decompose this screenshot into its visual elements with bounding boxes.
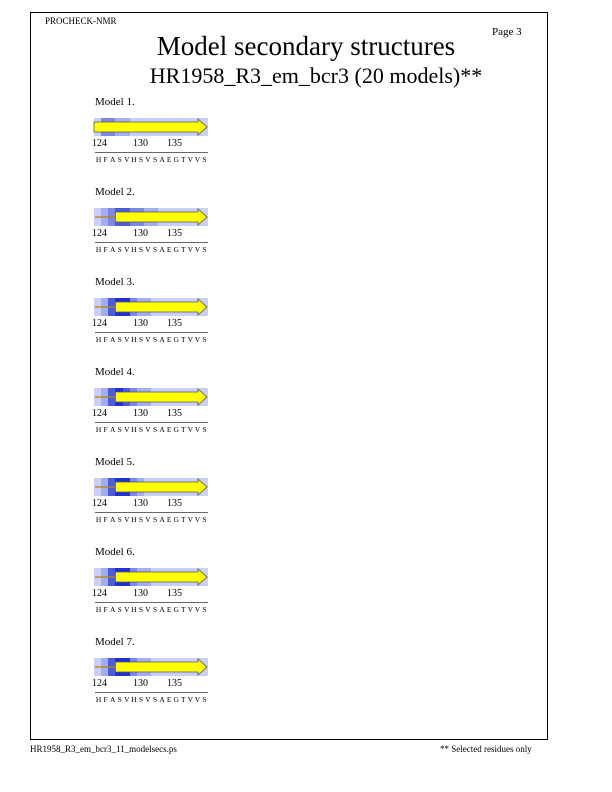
- sequence-residue: G: [173, 155, 179, 164]
- sequence-residue: V: [145, 605, 151, 614]
- sequence-residue: T: [180, 155, 186, 164]
- sequence-residue: V: [194, 245, 201, 254]
- model-block: [0, 546, 612, 631]
- strand-arrow: [115, 659, 207, 675]
- sequence-residue: V: [194, 335, 201, 344]
- sequence-row: [95, 695, 208, 704]
- sequence-residue: H: [95, 155, 102, 164]
- residue-number: 124: [92, 588, 107, 599]
- sequence-residue: V: [124, 335, 130, 344]
- residue-number: 124: [92, 318, 107, 329]
- sequence-residue: H: [95, 605, 102, 614]
- sequence-residue: F: [103, 695, 108, 704]
- sequence-residue: A: [109, 155, 116, 164]
- sequence-row: [95, 425, 208, 434]
- sequence-residue: S: [117, 605, 122, 614]
- sequence-residue: F: [103, 605, 108, 614]
- sequence-residue: H: [131, 425, 137, 434]
- sequence-residue: S: [138, 695, 143, 704]
- sequence-residue: E: [166, 605, 172, 614]
- sequence-residue: H: [95, 335, 102, 344]
- sequence-residue: F: [103, 425, 108, 434]
- sequence-row: [95, 335, 208, 344]
- sequence-residue: S: [117, 695, 122, 704]
- residue-number: 124: [92, 678, 107, 689]
- model-block: [0, 186, 612, 271]
- sequence-residue: V: [124, 515, 130, 524]
- secondary-structure-track: [94, 478, 210, 496]
- sequence-residue: V: [187, 605, 194, 614]
- secondary-structure-track: [94, 568, 210, 586]
- sequence-residue: S: [152, 245, 158, 254]
- sequence-residue: G: [173, 695, 179, 704]
- sequence-residue: H: [131, 695, 137, 704]
- sequence-residue: H: [131, 155, 137, 164]
- secondary-structure-track: [94, 118, 210, 136]
- sequence-residue: S: [202, 335, 207, 344]
- sequence-residue: A: [109, 515, 116, 524]
- residue-number: 135: [167, 588, 182, 599]
- sequence-residue: V: [194, 695, 201, 704]
- sequence-residue: E: [166, 335, 172, 344]
- sequence-residue: V: [187, 515, 194, 524]
- residue-number: 130: [133, 498, 148, 509]
- sequence-residue: S: [152, 695, 158, 704]
- sequence-residue: V: [187, 155, 194, 164]
- sequence-rule: [95, 602, 208, 603]
- model-label: Model 5.: [95, 456, 135, 468]
- residue-number: 135: [167, 498, 182, 509]
- sequence-residue: T: [180, 425, 186, 434]
- strand-arrow: [94, 119, 207, 135]
- sequence-residue: V: [145, 695, 151, 704]
- sequence-residue: T: [180, 695, 186, 704]
- model-label: Model 3.: [95, 276, 135, 288]
- sequence-residue: V: [187, 695, 194, 704]
- sequence-residue: G: [173, 605, 179, 614]
- sequence-residue: H: [131, 515, 137, 524]
- sequence-residue: S: [138, 605, 143, 614]
- footer-note: ** Selected residues only: [440, 744, 532, 754]
- page-number: Page 3: [492, 26, 522, 38]
- sequence-residue: E: [166, 515, 172, 524]
- sequence-residue: V: [124, 155, 130, 164]
- sequence-residue: G: [173, 335, 179, 344]
- sequence-residue: S: [152, 425, 158, 434]
- residue-number: 130: [133, 408, 148, 419]
- sequence-residue: V: [145, 245, 151, 254]
- sequence-residue: T: [180, 335, 186, 344]
- sequence-residue: H: [131, 605, 137, 614]
- sequence-residue: H: [95, 695, 102, 704]
- strand-arrow: [115, 299, 207, 315]
- sequence-residue: A: [159, 245, 165, 254]
- sequence-residue: S: [138, 155, 143, 164]
- residue-number: 124: [92, 228, 107, 239]
- sequence-residue: A: [109, 425, 116, 434]
- sequence-residue: S: [138, 245, 143, 254]
- sequence-residue: A: [109, 605, 116, 614]
- model-block: [0, 276, 612, 361]
- sequence-residue: F: [103, 245, 108, 254]
- sequence-residue: A: [109, 335, 116, 344]
- sequence-residue: A: [109, 245, 116, 254]
- sequence-residue: V: [124, 425, 130, 434]
- sequence-rule: [95, 332, 208, 333]
- sequence-residue: G: [173, 425, 179, 434]
- secondary-structure-track: [94, 658, 210, 676]
- sequence-row: [95, 245, 208, 254]
- sequence-residue: A: [159, 695, 165, 704]
- strand-arrow: [115, 389, 207, 405]
- sequence-row: [95, 155, 208, 164]
- sequence-residue: A: [159, 515, 165, 524]
- page-title: Model secondary structures: [156, 31, 456, 61]
- residue-number: 135: [167, 678, 182, 689]
- residue-number: 135: [167, 318, 182, 329]
- model-block: [0, 456, 612, 541]
- residue-number: 135: [167, 228, 182, 239]
- sequence-residue: S: [138, 425, 143, 434]
- sequence-residue: V: [194, 515, 201, 524]
- sequence-row: [95, 515, 208, 524]
- sequence-residue: E: [166, 425, 172, 434]
- sequence-residue: V: [145, 425, 151, 434]
- program-name: PROCHECK-NMR: [45, 16, 117, 26]
- sequence-residue: V: [145, 335, 151, 344]
- sequence-residue: V: [194, 425, 201, 434]
- sequence-rule: [95, 152, 208, 153]
- residue-number: 130: [133, 678, 148, 689]
- sequence-residue: F: [103, 155, 108, 164]
- sequence-residue: S: [138, 515, 143, 524]
- sequence-residue: T: [180, 605, 186, 614]
- model-label: Model 2.: [95, 186, 135, 198]
- residue-number: 124: [92, 408, 107, 419]
- sequence-residue: S: [117, 155, 122, 164]
- page-subtitle: HR1958_R3_em_bcr3 (20 models)**: [149, 63, 483, 88]
- sequence-residue: T: [180, 515, 186, 524]
- sequence-rule: [95, 422, 208, 423]
- residue-number: 130: [133, 228, 148, 239]
- sequence-residue: H: [95, 515, 102, 524]
- sequence-residue: S: [152, 605, 158, 614]
- sequence-residue: V: [187, 335, 194, 344]
- sequence-residue: T: [180, 245, 186, 254]
- residue-number: 135: [167, 408, 182, 419]
- sequence-residue: H: [95, 245, 102, 254]
- secondary-structure-track: [94, 388, 210, 406]
- sequence-residue: S: [152, 515, 158, 524]
- sequence-residue: V: [145, 515, 151, 524]
- sequence-residue: S: [117, 245, 122, 254]
- sequence-residue: A: [159, 605, 165, 614]
- sequence-residue: S: [117, 335, 122, 344]
- sequence-residue: S: [202, 515, 207, 524]
- sequence-row: [95, 605, 208, 614]
- sequence-residue: V: [124, 695, 130, 704]
- sequence-residue: H: [131, 335, 137, 344]
- residue-number: 130: [133, 588, 148, 599]
- model-label: Model 7.: [95, 636, 135, 648]
- sequence-residue: V: [187, 425, 194, 434]
- sequence-residue: S: [152, 335, 158, 344]
- sequence-residue: S: [138, 335, 143, 344]
- sequence-residue: S: [202, 605, 207, 614]
- residue-number: 130: [133, 318, 148, 329]
- sequence-residue: E: [166, 155, 172, 164]
- sequence-rule: [95, 242, 208, 243]
- sequence-residue: F: [103, 335, 108, 344]
- sequence-residue: S: [202, 425, 207, 434]
- residue-number: 130: [133, 138, 148, 149]
- sequence-residue: E: [166, 245, 172, 254]
- sequence-residue: V: [194, 155, 201, 164]
- model-label: Model 6.: [95, 546, 135, 558]
- sequence-residue: H: [95, 425, 102, 434]
- sequence-residue: V: [124, 245, 130, 254]
- strand-arrow: [115, 209, 207, 225]
- footer-filename: HR1958_R3_em_bcr3_11_modelsecs.ps: [30, 744, 177, 754]
- sequence-residue: H: [131, 245, 137, 254]
- sequence-residue: S: [202, 695, 207, 704]
- model-block: [0, 96, 612, 181]
- residue-number: 124: [92, 498, 107, 509]
- sequence-residue: V: [124, 605, 130, 614]
- sequence-residue: E: [166, 695, 172, 704]
- secondary-structure-track: [94, 208, 210, 226]
- sequence-residue: A: [109, 695, 116, 704]
- residue-number: 135: [167, 138, 182, 149]
- model-label: Model 4.: [95, 366, 135, 378]
- sequence-residue: A: [159, 335, 165, 344]
- model-block: [0, 366, 612, 451]
- sequence-rule: [95, 512, 208, 513]
- sequence-residue: A: [159, 425, 165, 434]
- sequence-rule: [95, 692, 208, 693]
- sequence-residue: S: [152, 155, 158, 164]
- sequence-residue: V: [194, 605, 201, 614]
- sequence-residue: A: [159, 155, 165, 164]
- sequence-residue: S: [202, 245, 207, 254]
- residue-number: 124: [92, 138, 107, 149]
- strand-arrow: [115, 479, 207, 495]
- sequence-residue: V: [145, 155, 151, 164]
- sequence-residue: G: [173, 245, 179, 254]
- sequence-residue: V: [187, 245, 194, 254]
- sequence-residue: F: [103, 515, 108, 524]
- secondary-structure-track: [94, 298, 210, 316]
- strand-arrow: [115, 569, 207, 585]
- sequence-residue: G: [173, 515, 179, 524]
- sequence-residue: S: [202, 155, 207, 164]
- model-block: [0, 636, 612, 721]
- model-label: Model 1.: [95, 96, 135, 108]
- sequence-residue: S: [117, 515, 122, 524]
- sequence-residue: S: [117, 425, 122, 434]
